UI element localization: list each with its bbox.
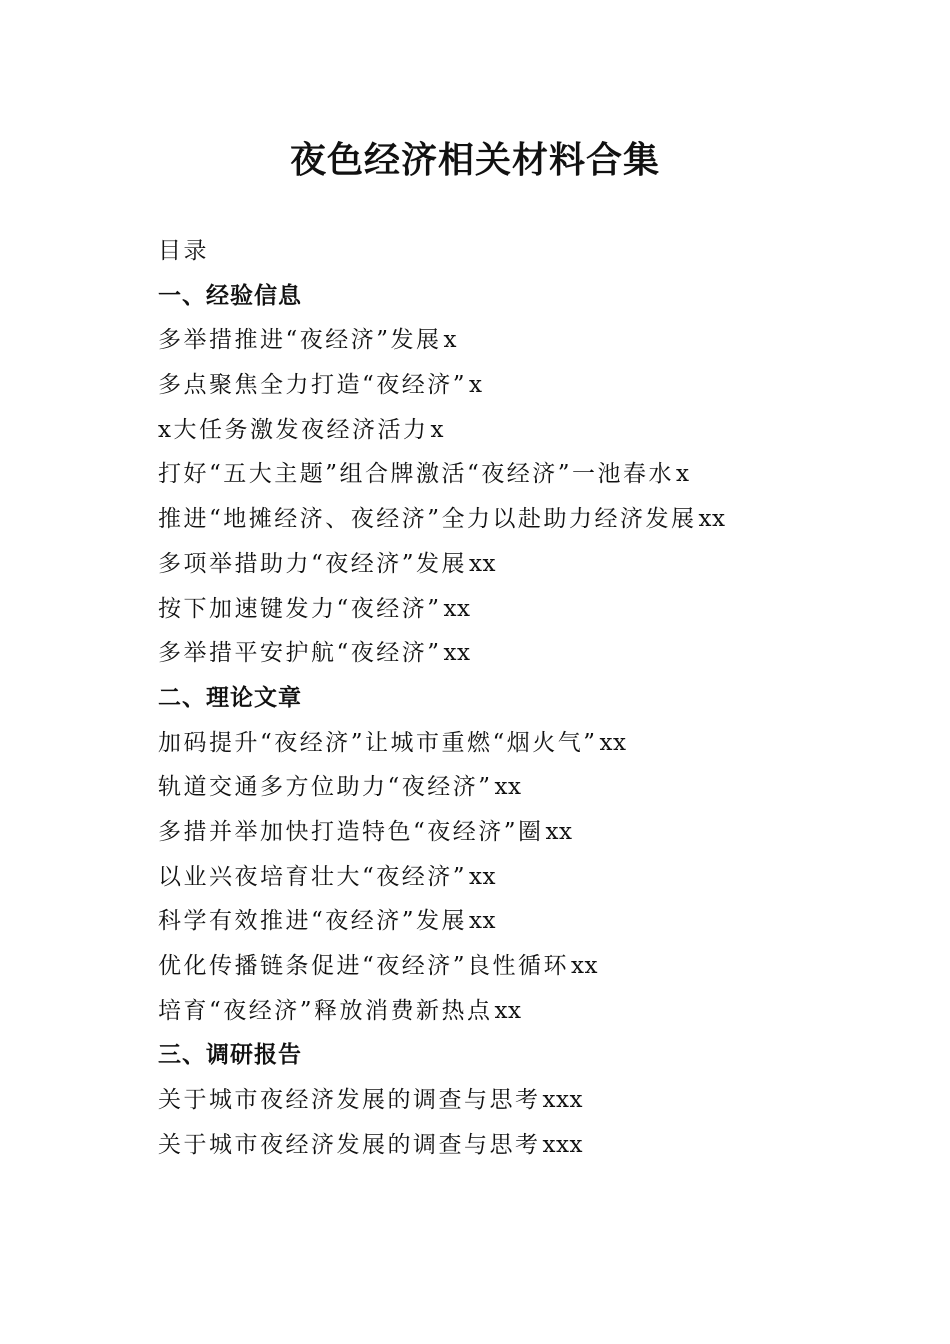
toc-entry-text: 以业兴夜培育壮大“夜经济”: [158, 863, 468, 890]
toc-entry-text: 按下加速键发力“夜经济”: [158, 595, 442, 622]
toc-entry[interactable]: [158, 497, 858, 542]
toc-section-heading: 一、经验信息: [158, 282, 302, 309]
toc-entry[interactable]: [158, 855, 858, 900]
toc-entry-page: xx: [494, 774, 522, 801]
toc-entry-text: 多点聚焦全力打造“夜经济”: [158, 372, 468, 399]
toc-label: 目录: [158, 238, 209, 264]
toc-entry-text: 打好“五大主题”组合牌激活“夜经济”一池春水: [158, 461, 675, 488]
toc-entry-page: xx: [545, 818, 573, 845]
toc-entry-text: 关于城市夜经济发展的调查与思考: [158, 1087, 541, 1114]
toc-entry-text: 加码提升“夜经济”让城市重燃“烟火气”: [158, 729, 598, 756]
toc-entry-page: xx: [469, 863, 496, 890]
toc-entry-text: 多项举措助力“夜经济”发展: [158, 550, 468, 577]
toc-entry-page: x: [469, 372, 483, 399]
toc-entry-page: xxx: [542, 1087, 583, 1114]
toc-entry-text: 科学有效推进“夜经济”发展: [158, 908, 468, 935]
toc-entry-page: xxx: [542, 1131, 583, 1158]
toc-entry[interactable]: [158, 452, 858, 497]
toc-entry[interactable]: [158, 363, 858, 408]
toc-entry[interactable]: [158, 810, 858, 855]
toc-entry[interactable]: [158, 542, 858, 587]
toc-entry[interactable]: [158, 1078, 858, 1123]
toc-entry-page: x: [676, 461, 690, 488]
toc-entry[interactable]: [158, 944, 858, 989]
toc-entry-text: 关于城市夜经济发展的调查与思考: [158, 1131, 541, 1158]
toc-entry-text: 推进“地摊经济、夜经济”全力以赴助力经济发展: [158, 506, 697, 533]
toc-entry[interactable]: [158, 631, 858, 676]
toc-entry-page: xx: [443, 640, 471, 667]
toc-section-heading: 三、调研报告: [158, 1042, 302, 1069]
toc-entry-text: 多举措平安护航“夜经济”: [158, 640, 442, 667]
table-of-contents: [158, 229, 858, 1167]
toc-entry-page: x: [430, 416, 444, 443]
toc-entry[interactable]: [158, 587, 858, 632]
toc-entry-text: 优化传播链条促进“夜经济”良性循环: [158, 953, 570, 979]
toc-entry[interactable]: [158, 989, 858, 1034]
toc-entry-page: xx: [599, 729, 627, 756]
toc-entry-text: 培育“夜经济”释放消费新热点: [158, 997, 493, 1024]
toc-entry-page: xx: [698, 506, 726, 533]
toc-entry-page: xx: [494, 997, 522, 1024]
toc-entry-page: xx: [469, 550, 496, 577]
toc-entry-text: 多举措推进“夜经济”发展: [158, 327, 442, 354]
toc-entry-text: 多措并举加快打造特色“夜经济”圈: [158, 818, 544, 845]
toc-entry[interactable]: [158, 765, 858, 810]
toc-entry-text: x大任务激发夜经济活力: [158, 416, 429, 443]
toc-entry[interactable]: [158, 318, 858, 363]
document-title: 夜色经济相关材料合集: [289, 139, 660, 181]
toc-entry[interactable]: [158, 408, 858, 453]
toc-entry-page: xx: [469, 908, 496, 935]
toc-entry-page: xx: [571, 953, 598, 979]
toc-section-heading: 二、理论文章: [158, 684, 302, 711]
toc-entry[interactable]: [158, 1123, 858, 1168]
toc-entry-text: 轨道交通多方位助力“夜经济”: [158, 774, 493, 801]
toc-entry[interactable]: [158, 899, 858, 944]
toc-entry[interactable]: [158, 721, 858, 766]
toc-entry-page: xx: [443, 595, 471, 622]
toc-entry-page: x: [443, 327, 458, 354]
